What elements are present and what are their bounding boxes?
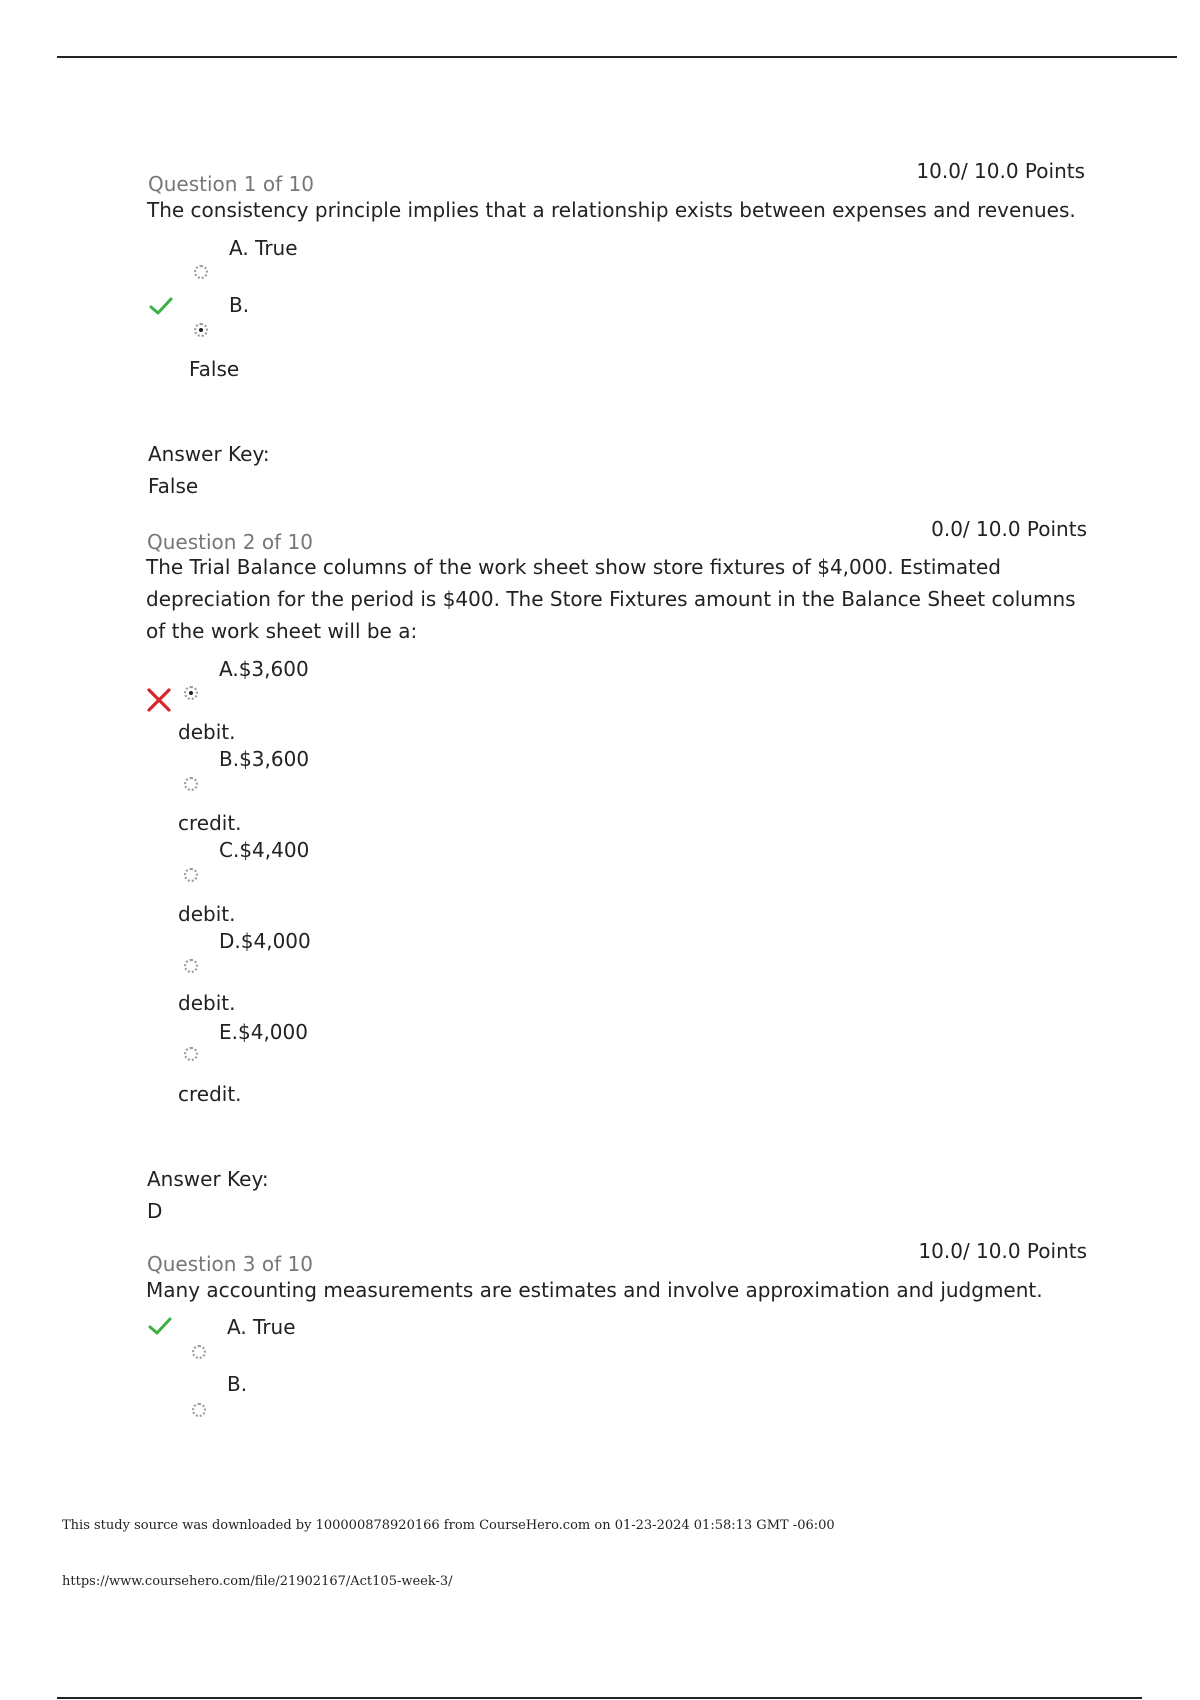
top-rule xyxy=(57,56,1177,58)
option-a-radio[interactable] xyxy=(192,1345,206,1359)
question-text-line: The Trial Balance columns of the work sheet show store fixtures of $4,000. Estimated xyxy=(146,555,1001,579)
question-text-line: of the work sheet will be a: xyxy=(146,619,418,643)
question-number: Question 3 of 10 xyxy=(147,1252,313,1276)
question-points: 10.0/ 10.0 Points xyxy=(916,159,1085,183)
correct-check-icon xyxy=(148,1316,172,1336)
option-a-continuation: debit. xyxy=(178,720,236,744)
option-b-continuation: False xyxy=(189,357,240,381)
option-a-label: A.$3,600 xyxy=(219,657,309,681)
question-text xyxy=(146,551,1076,647)
question-text-line: depreciation for the period is $400. The Store Fixtures amount in the Balance Sheet columns xyxy=(146,587,1076,611)
correct-check-icon xyxy=(149,296,173,316)
option-a-radio[interactable] xyxy=(184,686,198,700)
answer-key-label: Answer Key: xyxy=(148,442,270,466)
option-b-label: B.$3,600 xyxy=(219,747,310,771)
option-b-label: B. xyxy=(227,1372,248,1396)
option-b-continuation: credit. xyxy=(178,811,242,835)
source-url[interactable]: https://www.coursehero.com/file/21902167/Act105-week-3/ xyxy=(62,1574,453,1589)
answer-key-value: False xyxy=(148,474,199,498)
option-d-label: D.$4,000 xyxy=(219,929,311,953)
option-b-radio[interactable] xyxy=(184,777,198,791)
option-c-continuation: debit. xyxy=(178,902,236,926)
option-d-continuation: debit. xyxy=(178,991,236,1015)
option-b-radio[interactable] xyxy=(194,323,208,337)
option-d-radio[interactable] xyxy=(184,959,198,973)
option-a-label: A. True xyxy=(227,1315,296,1339)
option-e-continuation: credit. xyxy=(178,1082,242,1106)
option-c-label: C.$4,400 xyxy=(219,838,310,862)
question-points: 10.0/ 10.0 Points xyxy=(918,1239,1087,1263)
download-notice: This study source was downloaded by 100000878920166 from CourseHero.com on 01-23-2024 01:58:13 GMT -06:00 xyxy=(62,1518,835,1533)
question-number: Question 1 of 10 xyxy=(148,172,314,196)
question-text: Many accounting measurements are estimates and involve approximation and judgment. xyxy=(146,1278,1043,1302)
question-points: 0.0/ 10.0 Points xyxy=(931,517,1087,541)
answer-key-label: Answer Key: xyxy=(147,1167,269,1191)
option-c-radio[interactable] xyxy=(184,868,198,882)
option-b-label: B. xyxy=(229,293,250,317)
option-b-radio[interactable] xyxy=(192,1403,206,1417)
option-e-label: E.$4,000 xyxy=(219,1020,308,1044)
answer-key-value: D xyxy=(147,1199,163,1223)
option-e-radio[interactable] xyxy=(184,1047,198,1061)
option-a-radio[interactable] xyxy=(194,265,208,279)
question-text: The consistency principle implies that a relationship exists between expenses and revenues. xyxy=(147,198,1076,222)
option-a-label: A. True xyxy=(229,236,298,260)
bottom-rule xyxy=(57,1697,1142,1699)
question-number: Question 2 of 10 xyxy=(147,530,313,554)
incorrect-cross-icon xyxy=(146,687,172,713)
